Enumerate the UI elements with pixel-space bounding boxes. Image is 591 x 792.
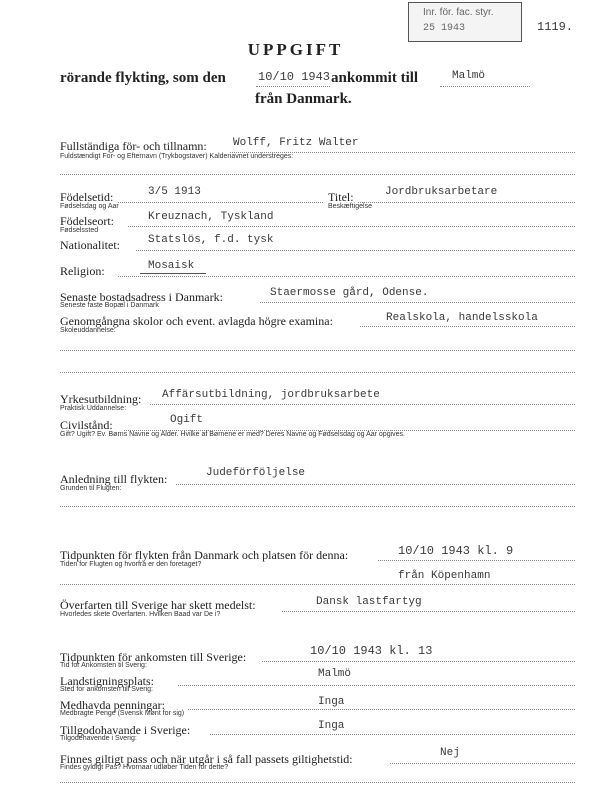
arrival-time-sublabel: Tid for Ankomsten til Sverig: (60, 662, 147, 669)
receipt-stamp (408, 2, 522, 42)
schools-sublabel: Skoleuddannelse: (60, 327, 116, 334)
subtitle-line-2: från Danmark. (255, 91, 352, 107)
birthplace-sublabel: Fødselssted (60, 227, 99, 234)
money-label: Medhavda penningar: (60, 698, 165, 712)
religion-label: Religion: (60, 264, 105, 278)
assets-value: Inga (318, 720, 345, 732)
page-title: UPPGIFT (247, 40, 344, 59)
occupation-label: Titel: (328, 190, 354, 204)
money-sublabel: Medbragte Penge (Svensk Mønt for sig) (60, 710, 185, 717)
civil-status-sublabel: Gift? Ugift? Ev. Børns Navne og Alder. Hvilke af Børnene er med? Deres Navne og Fødselsdag og Aar opgives. (60, 431, 405, 438)
stamp-line-1: Inr. för. fac. styr. (423, 7, 494, 18)
passport-label: Finnes giltigt pass och när utgår i så fall passets giltighetstid: (60, 752, 353, 766)
birthdate-value: 3/5 1913 (148, 186, 201, 198)
address-value: Staermosse gård, Odense. (270, 287, 429, 299)
landing-place-label: Landstigningsplats: (60, 674, 154, 688)
escape-place-value: från Köpenhamn (398, 570, 491, 582)
schools-label: Genomgångna skolor och event. avlagda högre examina: (60, 314, 333, 328)
crossing-value: Dansk lastfartyg (316, 596, 422, 608)
nationality-value: Statslös, f.d. tysk (148, 234, 274, 246)
civil-status-value: Ogift (170, 414, 204, 426)
reason-label: Anledning till flykten: (60, 472, 168, 486)
religion-underline (140, 273, 206, 274)
religion-value: Mosaisk (148, 260, 195, 272)
arrival-place-value: Malmö (452, 70, 486, 82)
escape-time-label: Tidpunkten för flykten från Danmark och platsen för denna: (60, 548, 349, 562)
subtitle-middle: ankommit till (331, 70, 419, 86)
escape-time-value: 10/10 1943 kl. 9 (398, 544, 514, 558)
birthdate-label: Födelsetid: (60, 190, 114, 204)
passport-value: Nej (440, 747, 460, 759)
name-value: Wolff, Fritz Walter (233, 137, 359, 149)
assets-sublabel: Tilgodehavende i Sverig: (60, 735, 137, 742)
vocation-value: Affärsutbildning, jordbruksarbete (162, 389, 380, 401)
assets-label: Tillgodohavande i Sverige: (60, 723, 191, 737)
passport-sublabel: Findes gyldigt Pas? Hvornaar udløber Tiden for dette? (60, 764, 229, 771)
subtitle-prefix: rörande flykting, som den (60, 70, 226, 86)
landing-place-value: Malmö (318, 668, 352, 680)
vocation-sublabel: Praktisk Uddannelse: (60, 405, 127, 412)
document-number: 1119. (537, 20, 574, 34)
address-label: Senaste bostadsadress i Danmark: (60, 290, 223, 304)
reason-value: Judeförföljelse (206, 467, 306, 479)
arrival-time-value: 10/10 1943 kl. 13 (310, 644, 433, 658)
landing-place-sublabel: Sted for ankomsten till Sverig: (60, 686, 153, 693)
escape-time-sublabel: Tiden for Flugten og hvorfra er den foretaget? (60, 561, 202, 568)
occupation-sublabel: Beskæftigelse (328, 203, 372, 210)
name-sublabel: Fuldstændigt For- og Efternavn (Trykbogstaver) Kaldenavnet understreges: (60, 153, 294, 160)
nationality-label: Nationalitet: (60, 238, 120, 252)
crossing-sublabel: Hvorledes skete Overfarten. Hvilken Baad var De i? (60, 611, 221, 618)
vocation-label: Yrkesutbildning: (60, 392, 142, 406)
stamp-line-2: 25 1943 (423, 23, 466, 34)
arrival-time-label: Tidpunkten för ankomsten till Sverige: (60, 650, 247, 664)
birthplace-label: Födelseort: (60, 214, 114, 228)
address-sublabel: Seneste faste Bopæl i Danmark (60, 302, 159, 309)
money-value: Inga (318, 696, 345, 708)
birthplace-value: Kreuznach, Tyskland (148, 211, 274, 223)
schools-value: Realskola, handelsskola (386, 312, 538, 324)
arrival-date-value: 10/10 1943 (258, 70, 331, 84)
civil-status-label: Civilstånd: (60, 418, 113, 432)
birthdate-sublabel: Fødselsdag og Aar (60, 203, 119, 210)
name-label: Fullständiga för- och tillnamn: (60, 139, 207, 153)
occupation-value: Jordbruksarbetare (385, 186, 498, 198)
crossing-label: Överfarten till Sverige har skett medelst: (60, 598, 256, 612)
reason-sublabel: Grunden til Flugten: (60, 485, 122, 492)
